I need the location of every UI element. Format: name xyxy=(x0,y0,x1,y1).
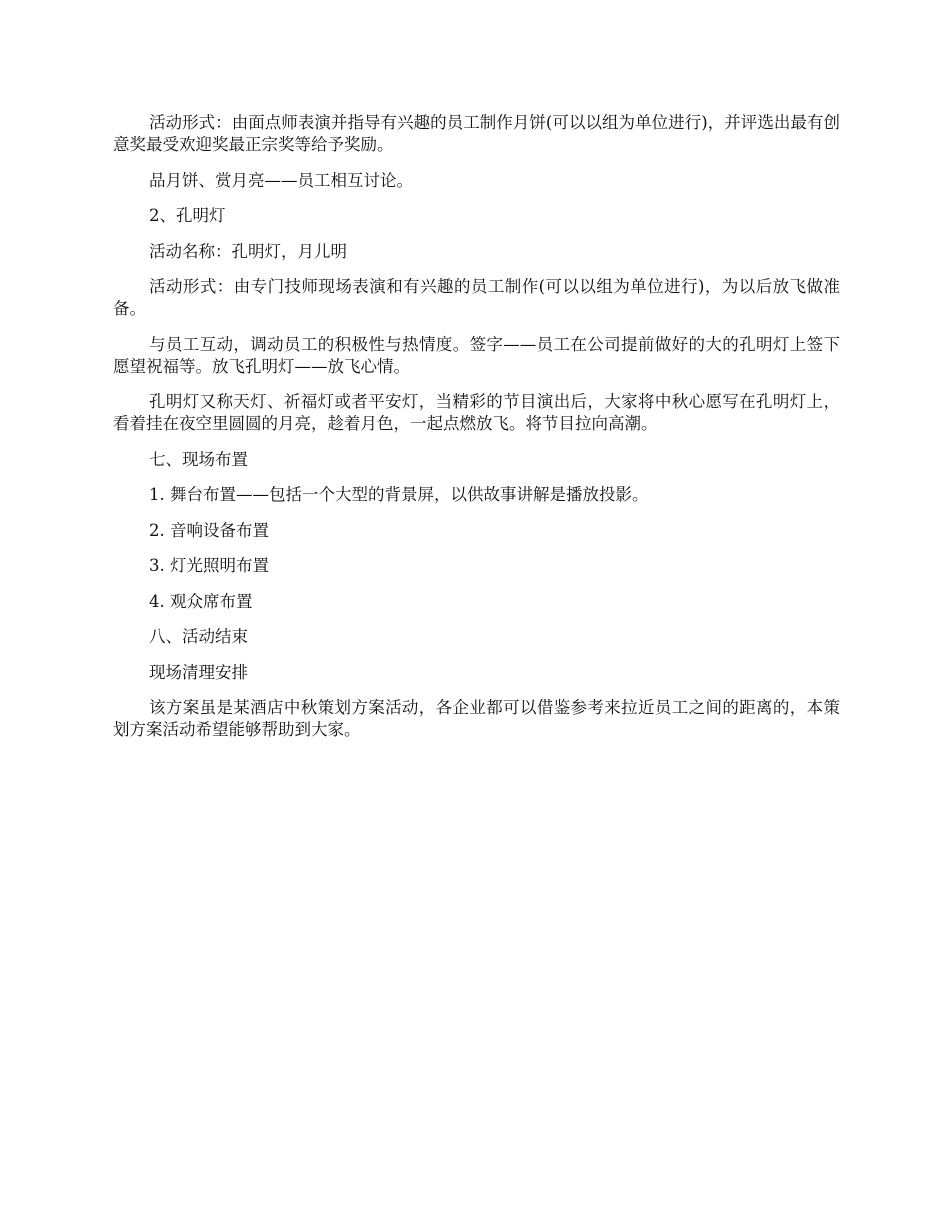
heading-activity-end: 八、活动结束 xyxy=(149,627,248,646)
list-item-lighting-setup: 3. 灯光照明布置 xyxy=(149,556,269,575)
list-item-audio-setup: 2. 音响设备布置 xyxy=(149,520,269,540)
heading-kongming-lantern: 2、孔明灯 xyxy=(149,206,226,225)
heading-venue-setup: 七、现场布置 xyxy=(149,449,248,469)
list-item-stage-setup: 1. 舞台布置——包括一个大型的背景屏，以供故事讲解是播放投影。 xyxy=(149,485,649,504)
paragraph-conclusion: 该方案虽是某酒店中秋策划方案活动，各企业都可以借鉴参考来拉近员工之间的距离的，本策划方案活动希望能够帮助到大家。 xyxy=(113,698,840,739)
paragraph-mooncake-tasting: 品月饼、赏月亮——员工相互讨论。 xyxy=(149,170,413,190)
paragraph-lantern-activity-form: 活动形式：由专门技师现场表演和有兴趣的员工制作(可以以组为单位进行)，为以后放飞做准备。 xyxy=(113,277,840,318)
list-item-audience-seating: 4. 观众席布置 xyxy=(149,591,253,611)
paragraph-cleanup: 现场清理安排 xyxy=(149,662,248,682)
paragraph-employee-interaction: 与员工互动，调动员工的积极性与热情度。签字——员工在公司提前做好的大的孔明灯上签下愿望祝福等。放飞孔明灯——放飞心情。 xyxy=(113,334,840,376)
document-body xyxy=(113,112,840,755)
paragraph-mooncake-activity-form: 活动形式：由面点师表演并指导有兴趣的员工制作月饼(可以以组为单位进行)，并评选出最有创意奖最受欢迎奖最正宗奖等给予奖励。 xyxy=(113,113,840,154)
paragraph-lantern-description: 孔明灯又称天灯、祈福灯或者平安灯，当精彩的节目演出后，大家将中秋心愿写在孔明灯上，看着挂在夜空里圆圆的月亮，趁着月色，一起点燃放飞。将节目拉向高潮。 xyxy=(113,392,840,433)
paragraph-lantern-activity-name: 活动名称：孔明灯，月儿明 xyxy=(149,241,347,261)
